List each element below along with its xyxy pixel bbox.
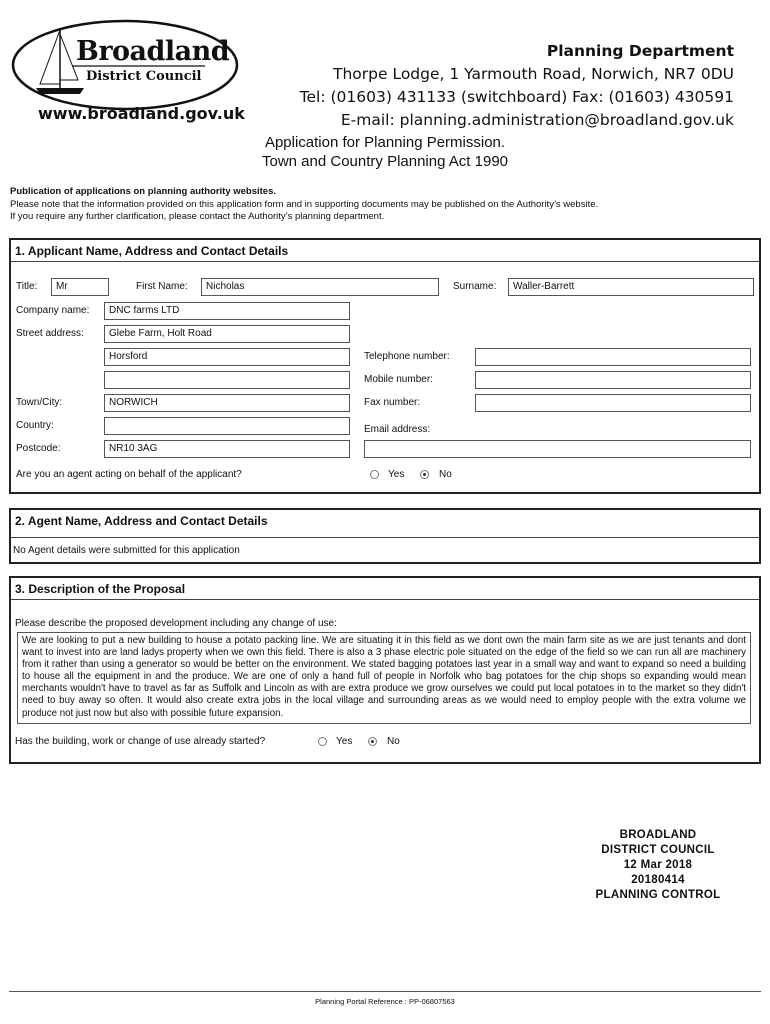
street-line3-field[interactable] <box>104 371 350 389</box>
section-proposal <box>9 576 761 764</box>
publication-line2: If you require any further clarification, please contact the Authority’s planning department. <box>10 211 385 222</box>
telephone-label: Telephone number: <box>364 351 450 362</box>
company-field[interactable]: DNC farms LTD <box>104 302 350 320</box>
started-question: Has the building, work or change of use already started? <box>15 736 266 747</box>
started-yes-label: Yes <box>336 736 353 747</box>
publication-heading: Publication of applications on planning authority websites. <box>10 186 277 197</box>
title-label: Title: <box>16 281 38 292</box>
fax-label: Fax number: <box>364 397 421 408</box>
section-agent <box>9 508 761 564</box>
department-contact <box>300 40 734 132</box>
section-applicant <box>9 238 761 494</box>
started-no-label: No <box>387 736 400 747</box>
town-label: Town/City: <box>16 397 63 408</box>
application-title-line1: Application for Planning Permission. <box>264 134 506 151</box>
website-link[interactable]: www.broadland.gov.uk <box>38 104 245 123</box>
agent-yes-radio[interactable] <box>370 470 379 479</box>
section-divider <box>11 261 759 262</box>
started-no-radio[interactable] <box>368 737 377 746</box>
surname-label: Surname: <box>453 281 497 292</box>
application-title-line2: Town and Country Planning Act 1990 <box>262 153 508 170</box>
agent-note: No Agent details were submitted for this application <box>13 545 240 556</box>
country-label: Country: <box>16 420 54 431</box>
email-label: Email address: <box>364 424 431 435</box>
footer-divider <box>9 991 761 992</box>
street-line1-field[interactable]: Glebe Farm, Holt Road <box>104 325 350 343</box>
logo-name: Broadland <box>76 36 230 67</box>
department-title: Planning Department <box>546 42 734 60</box>
footer-reference: Planning Portal Reference : PP-06807563 <box>315 997 455 1006</box>
section-agent-title: 2. Agent Name, Address and Contact Details <box>15 514 268 528</box>
council-logo <box>10 18 240 113</box>
telephone-field[interactable] <box>475 348 751 366</box>
section-divider <box>11 599 759 600</box>
department-phone: Tel: (01603) 431133 (switchboard) Fax: (01603) 430591 <box>299 88 734 106</box>
publication-line1: Please note that the information provided on this application form and in supporting documents may be published on the Authority’s website. <box>10 198 599 210</box>
postcode-field[interactable]: NR10 3AG <box>104 440 350 458</box>
stamp-line2: DISTRICT COUNCIL <box>601 844 715 856</box>
stamp-number: 20180414 <box>631 874 685 886</box>
postcode-label: Postcode: <box>16 443 61 454</box>
stamp-line5: PLANNING CONTROL <box>595 889 721 901</box>
agent-no-radio[interactable] <box>420 470 429 479</box>
agent-no-label: No <box>439 469 452 480</box>
town-field[interactable]: NORWICH <box>104 394 350 412</box>
proposal-description[interactable]: We are looking to put a new building to house a potato packing line. We are situating it in this field as we dont own the main farm site as we are just tenants and dont want to invest into are land ladys property when we own this field. There is also a 3 phase electric pole situated on the edge of the field so we can run all are machinery from it rather than using a generator so would be better on the environment. We stated bagging potatoes last year in a small way and want to expand so need a building to house all the equipment in and the produce. We are one of only a hand full of people in Norfolk who bag potatoes for the chip shops so expanding would mean merchants wouldn't have to travel as far as Suffolk and Lincoln as with are extra produce we grow ourselves we could put local potatoes in to the market so they didn't need to buy away so often. It would also create extra jobs in the local village and surrounding areas as we would need to employ people with the extra volume we produce not just now but also with possible future expansion. <box>17 632 751 724</box>
department-email[interactable]: E-mail: planning.administration@broadland.gov.uk <box>340 111 734 129</box>
company-label: Company name: <box>16 305 90 316</box>
agent-yes-label: Yes <box>388 469 405 480</box>
section-applicant-title: 1. Applicant Name, Address and Contact Details <box>15 244 289 258</box>
first-name-label: First Name: <box>136 281 188 292</box>
started-yes-radio[interactable] <box>318 737 327 746</box>
logo-subtitle: District Council <box>86 69 202 84</box>
mobile-field[interactable] <box>475 371 751 389</box>
title-field[interactable]: Mr <box>51 278 109 296</box>
email-field[interactable] <box>364 440 751 458</box>
application-title <box>0 133 770 171</box>
section-proposal-title: 3. Description of the Proposal <box>15 582 186 596</box>
section-divider <box>11 537 759 538</box>
country-field[interactable] <box>104 417 350 435</box>
first-name-field[interactable]: Nicholas <box>201 278 439 296</box>
stamp-date: 12 Mar 2018 <box>623 859 693 871</box>
received-stamp <box>578 828 738 903</box>
mobile-label: Mobile number: <box>364 374 433 385</box>
street-line2-field[interactable]: Horsford <box>104 348 350 366</box>
department-address: Thorpe Lodge, 1 Yarmouth Road, Norwich, NR7 0DU <box>333 65 734 83</box>
agent-question: Are you an agent acting on behalf of the applicant? <box>16 469 242 480</box>
street-label: Street address: <box>16 328 84 339</box>
stamp-line1: BROADLAND <box>619 829 697 841</box>
fax-field[interactable] <box>475 394 751 412</box>
surname-field[interactable]: Waller-Barrett <box>508 278 754 296</box>
proposal-prompt: Please describe the proposed development including any change of use: <box>15 618 337 629</box>
publication-notice <box>10 186 598 224</box>
